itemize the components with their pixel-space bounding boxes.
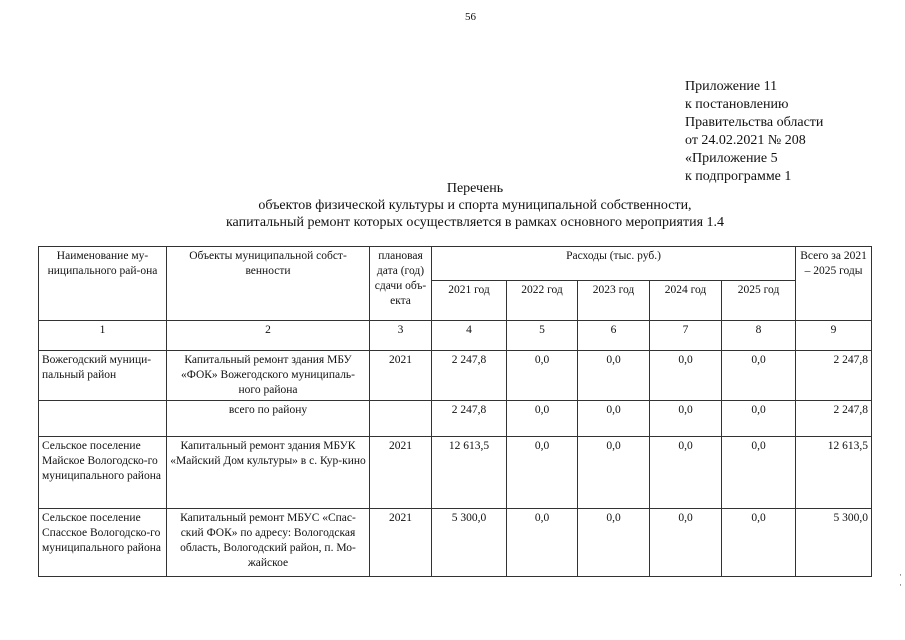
appendix-line: «Приложение 5 bbox=[685, 151, 778, 166]
value-2021: 2 247,8 bbox=[432, 401, 507, 437]
value-2022: 0,0 bbox=[507, 401, 578, 437]
page-number: 56 bbox=[465, 11, 476, 23]
objects-table bbox=[38, 246, 872, 577]
column-number: 7 bbox=[650, 321, 722, 351]
value-2022: 0,0 bbox=[507, 351, 578, 401]
value-2023: 0,0 bbox=[578, 401, 650, 437]
value-2024: 0,0 bbox=[650, 351, 722, 401]
table-row bbox=[39, 509, 872, 577]
table-row bbox=[39, 351, 872, 401]
header-objects: Объекты муниципальной собст-венности bbox=[167, 247, 370, 321]
header-planned-year: плановая дата (год) сдачи объ-екта bbox=[370, 247, 432, 321]
header-total: Всего за 2021 – 2025 годы bbox=[796, 247, 872, 321]
year-cell bbox=[370, 401, 432, 437]
header-year-2023: 2023 год bbox=[578, 281, 650, 321]
value-2023: 0,0 bbox=[578, 437, 650, 509]
scan-margin-mark: · · bbox=[899, 570, 902, 590]
title-line: Перечень bbox=[446, 181, 504, 196]
column-number: 9 bbox=[796, 321, 872, 351]
value-2025: 0,0 bbox=[722, 509, 796, 577]
object-cell: Капитальный ремонт здания МБУ «ФОК» Вожегодского муниципаль-ного района bbox=[167, 351, 370, 401]
title-line: капитальный ремонт которых осуществляется в рамках основного мероприятия 1.4 bbox=[225, 215, 725, 230]
value-2025: 0,0 bbox=[722, 401, 796, 437]
column-number-row bbox=[39, 321, 872, 351]
value-2023: 0,0 bbox=[578, 351, 650, 401]
value-2023: 0,0 bbox=[578, 509, 650, 577]
district-cell bbox=[39, 401, 167, 437]
value-2025: 0,0 bbox=[722, 351, 796, 401]
district-cell: Сельское поселение Спасское Вологодско-го муниципального района bbox=[39, 509, 167, 577]
district-cell: Сельское поселение Майское Вологодско-го муниципального района bbox=[39, 437, 167, 509]
value-2024: 0,0 bbox=[650, 509, 722, 577]
year-cell: 2021 bbox=[370, 437, 432, 509]
header-year-2022: 2022 год bbox=[507, 281, 578, 321]
value-total: 5 300,0 bbox=[796, 509, 872, 577]
value-2024: 0,0 bbox=[650, 437, 722, 509]
value-2022: 0,0 bbox=[507, 509, 578, 577]
value-2021: 5 300,0 bbox=[432, 509, 507, 577]
header-year-2021: 2021 год bbox=[432, 281, 507, 321]
appendix-line: Правительства области bbox=[685, 115, 824, 130]
district-cell: Вожегодский муници-пальный район bbox=[39, 351, 167, 401]
column-number: 5 bbox=[507, 321, 578, 351]
column-number: 8 bbox=[722, 321, 796, 351]
header-expenses: Расходы (тыс. руб.) bbox=[432, 247, 796, 281]
value-total: 2 247,8 bbox=[796, 351, 872, 401]
value-2025: 0,0 bbox=[722, 437, 796, 509]
column-number: 1 bbox=[39, 321, 167, 351]
table-row bbox=[39, 401, 872, 437]
document-title bbox=[0, 180, 905, 231]
title-line: объектов физической культуры и спорта муниципальной собственности, bbox=[258, 198, 692, 213]
object-cell: всего по району bbox=[167, 401, 370, 437]
value-2021: 12 613,5 bbox=[432, 437, 507, 509]
appendix-line: к постановлению bbox=[685, 97, 789, 112]
year-cell: 2021 bbox=[370, 351, 432, 401]
value-2021: 2 247,8 bbox=[432, 351, 507, 401]
value-2022: 0,0 bbox=[507, 437, 578, 509]
appendix-line: к подпрограмме 1 bbox=[685, 169, 792, 184]
header-year-2024: 2024 год bbox=[650, 281, 722, 321]
column-number: 4 bbox=[432, 321, 507, 351]
appendix-line: от 24.02.2021 № 208 bbox=[685, 133, 806, 148]
header-year-2025: 2025 год bbox=[722, 281, 796, 321]
value-2024: 0,0 bbox=[650, 401, 722, 437]
appendix-line: Приложение 11 bbox=[685, 79, 778, 94]
column-number: 6 bbox=[578, 321, 650, 351]
appendix-block bbox=[685, 78, 823, 186]
table-row bbox=[39, 437, 872, 509]
year-cell: 2021 bbox=[370, 509, 432, 577]
object-cell: Капитальный ремонт здания МБУК «Майский Дом культуры» в с. Кур-кино bbox=[167, 437, 370, 509]
column-number: 3 bbox=[370, 321, 432, 351]
value-total: 12 613,5 bbox=[796, 437, 872, 509]
object-cell: Капитальный ремонт МБУС «Спас-ский ФОК» по адресу: Вологодская область, Вологодский район, п. Мо-жайское bbox=[167, 509, 370, 577]
column-number: 2 bbox=[167, 321, 370, 351]
header-district: Наименование му-ниципального рай-она bbox=[39, 247, 167, 321]
value-total: 2 247,8 bbox=[796, 401, 872, 437]
